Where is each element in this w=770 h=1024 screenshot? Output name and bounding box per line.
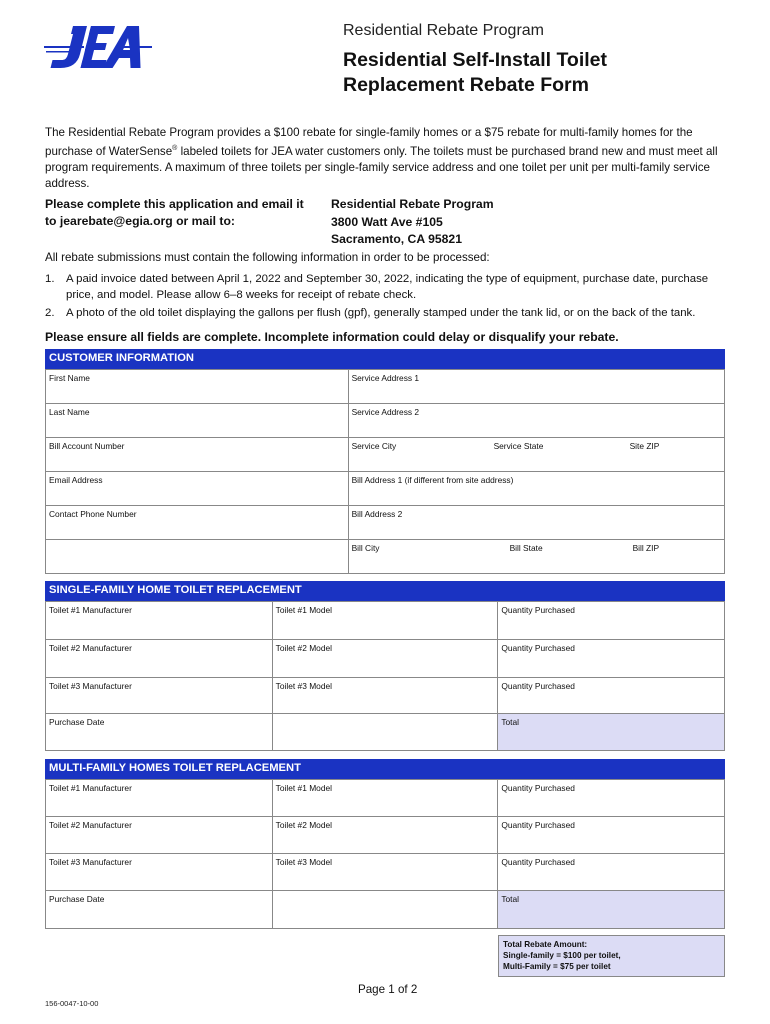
program-subtitle: Residential Rebate Program — [343, 22, 544, 39]
bill-address-1-label: Bill Address 1 (if different from site address) — [351, 475, 514, 485]
single-toilet-3-model-field[interactable] — [273, 678, 499, 714]
service-address-2-label: Service Address 2 — [351, 407, 420, 417]
contact-phone-field[interactable] — [46, 506, 349, 540]
submit-line-1: Please complete this application and email it — [45, 197, 304, 211]
customer-info-header: CUSTOMER INFORMATION — [45, 349, 725, 369]
multi-toilet-1-quantity-field[interactable] — [498, 780, 725, 817]
bill-city-state-zip-field[interactable] — [349, 540, 725, 574]
single-toilet-3-manufacturer-label: Toilet #3 Manufacturer — [49, 681, 132, 691]
page-number: Page 1 of 2 — [358, 983, 418, 996]
single-total-field[interactable] — [498, 714, 725, 751]
single-toilet-2-manufacturer-field[interactable] — [46, 640, 273, 678]
submit-line-2: to jearebate@egia.org or mail to: — [45, 214, 235, 228]
single-purchase-date-label: Purchase Date — [49, 717, 105, 727]
multi-toilet-1-manufacturer-label: Toilet #1 Manufacturer — [49, 783, 132, 793]
multi-total-label: Total — [501, 894, 520, 904]
multi-total-field[interactable] — [498, 891, 725, 929]
multi-toilet-1-manufacturer-field[interactable] — [46, 780, 273, 817]
intro-paragraph — [45, 125, 730, 192]
total-rebate-amount-box[interactable] — [498, 935, 725, 977]
multi-toilet-3-quantity-label: Quantity Purchased — [501, 857, 575, 867]
mailing-address-line-2: 3800 Watt Ave #105 — [331, 214, 443, 229]
service-address-1-field[interactable] — [349, 370, 725, 404]
requirement-text: A photo of the old toilet displaying the gallons per flush (gpf), generally stamped under the tank lid, or on the back of the tank. — [66, 307, 696, 319]
last-name-label: Last Name — [49, 407, 90, 417]
bill-address-2-label: Bill Address 2 — [351, 509, 403, 519]
multi-family-rate: Multi-Family = $75 per toilet — [503, 962, 611, 971]
requirement-number: 1. — [45, 273, 55, 285]
multi-toilet-1-model-label: Toilet #1 Model — [275, 783, 333, 793]
last-name-field[interactable] — [46, 404, 349, 438]
bill-account-number-field[interactable] — [46, 438, 349, 472]
single-family-rate: Single-family = $100 per toilet, — [503, 951, 621, 960]
service-address-2-field[interactable] — [349, 404, 725, 438]
registered-mark: ® — [172, 145, 178, 152]
single-toilet-1-manufacturer-field[interactable] — [46, 602, 273, 640]
single-toilet-1-manufacturer-label: Toilet #1 Manufacturer — [49, 605, 132, 615]
multi-purchase-date-label: Purchase Date — [49, 894, 105, 904]
multi-toilet-3-model-field[interactable] — [273, 854, 499, 891]
form-title — [343, 48, 607, 98]
bill-zip-label: Bill ZIP — [632, 543, 660, 553]
single-total-label: Total — [501, 717, 520, 727]
email-address-label: Email Address — [49, 475, 103, 485]
multi-toilet-2-quantity-label: Quantity Purchased — [501, 820, 575, 830]
ensure-warning: Please ensure all fields are complete. Incomplete information could delay or disqualify your rebate. — [45, 330, 619, 344]
single-toilet-2-quantity-field[interactable] — [498, 640, 725, 678]
single-family-grid — [45, 601, 725, 751]
multi-toilet-2-manufacturer-label: Toilet #2 Manufacturer — [49, 820, 132, 830]
single-toilet-1-quantity-field[interactable] — [498, 602, 725, 640]
jea-logo — [44, 22, 152, 72]
requirements-list — [45, 271, 735, 323]
contact-phone-label: Contact Phone Number — [49, 509, 137, 519]
bill-city-label: Bill City — [351, 543, 380, 553]
single-toilet-3-quantity-field[interactable] — [498, 678, 725, 714]
requirement-item — [45, 271, 735, 303]
bill-address-1-field[interactable] — [349, 472, 725, 506]
intro-part-2: labeled toilets for JEA water customers only. The toilets must be purchased brand new and must meet all program requirements. A maximum of three toilets per single-family service address and one toilet per unit per multi-family service address. — [45, 144, 718, 190]
requirement-text: A paid invoice dated between April 1, 2022 and September 30, 2022, indicating the type of equipment, purchase date, purchase price, and model. Please allow 6–8 weeks for receipt of rebate check. — [66, 273, 709, 301]
multi-toilet-3-manufacturer-field[interactable] — [46, 854, 273, 891]
single-toilet-3-quantity-label: Quantity Purchased — [501, 681, 575, 691]
multi-toilet-2-quantity-field[interactable] — [498, 817, 725, 854]
single-toilet-2-model-label: Toilet #2 Model — [275, 643, 333, 653]
multi-toilet-3-model-label: Toilet #3 Model — [275, 857, 333, 867]
single-toilet-2-quantity-label: Quantity Purchased — [501, 643, 575, 653]
email-address-field[interactable] — [46, 472, 349, 506]
first-name-label: First Name — [49, 373, 90, 383]
multi-toilet-3-manufacturer-label: Toilet #3 Manufacturer — [49, 857, 132, 867]
single-blank-field[interactable] — [273, 714, 499, 751]
multi-toilet-1-model-field[interactable] — [273, 780, 499, 817]
service-city-label: Service City — [351, 441, 397, 451]
service-address-1-label: Service Address 1 — [351, 373, 420, 383]
requirements-heading: All rebate submissions must contain the following information in order to be processed: — [45, 251, 490, 264]
mailing-address — [331, 196, 494, 249]
single-toilet-1-model-label: Toilet #1 Model — [275, 605, 333, 615]
mailing-address-line-3: Sacramento, CA 95821 — [331, 232, 462, 246]
bill-state-label: Bill State — [509, 543, 543, 553]
blank-field[interactable] — [46, 540, 349, 574]
service-city-state-zip-field[interactable] — [349, 438, 725, 472]
single-family-header: SINGLE-FAMILY HOME TOILET REPLACEMENT — [45, 581, 725, 601]
multi-toilet-2-model-label: Toilet #2 Model — [275, 820, 333, 830]
bill-address-2-field[interactable] — [349, 506, 725, 540]
form-title-line-2: Replacement Rebate Form — [343, 74, 589, 96]
intro-part-1: The Residential Rebate Program provides a $100 rebate for single-family homes or a $75 rebate for multi-family homes for the purchase of WaterSense — [45, 126, 693, 158]
single-toilet-2-model-field[interactable] — [273, 640, 499, 678]
single-purchase-date-field[interactable] — [46, 714, 273, 751]
multi-toilet-2-model-field[interactable] — [273, 817, 499, 854]
multi-toilet-3-quantity-field[interactable] — [498, 854, 725, 891]
mailing-address-line-1: Residential Rebate Program — [331, 197, 494, 211]
requirement-number: 2. — [45, 307, 55, 319]
multi-family-grid — [45, 779, 725, 929]
single-toilet-1-model-field[interactable] — [273, 602, 499, 640]
multi-toilet-2-manufacturer-field[interactable] — [46, 817, 273, 854]
customer-info-grid — [45, 369, 725, 574]
submit-instructions — [45, 196, 335, 230]
multi-family-header: MULTI-FAMILY HOMES TOILET REPLACEMENT — [45, 759, 725, 779]
single-toilet-2-manufacturer-label: Toilet #2 Manufacturer — [49, 643, 132, 653]
first-name-field[interactable] — [46, 370, 349, 404]
site-zip-label: Site ZIP — [629, 441, 660, 451]
total-rebate-heading: Total Rebate Amount: — [503, 940, 588, 949]
single-toilet-1-quantity-label: Quantity Purchased — [501, 605, 575, 615]
requirement-item — [45, 305, 735, 321]
single-toilet-3-model-label: Toilet #3 Model — [275, 681, 333, 691]
single-toilet-3-manufacturer-field[interactable] — [46, 678, 273, 714]
multi-toilet-1-quantity-label: Quantity Purchased — [501, 783, 575, 793]
form-number: 156-0047-10-00 — [45, 999, 99, 1008]
form-title-line-1: Residential Self-Install Toilet — [343, 49, 608, 71]
multi-blank-field[interactable] — [273, 891, 499, 929]
multi-purchase-date-field[interactable] — [46, 891, 273, 929]
service-state-label: Service State — [493, 441, 544, 451]
bill-account-number-label: Bill Account Number — [49, 441, 125, 451]
